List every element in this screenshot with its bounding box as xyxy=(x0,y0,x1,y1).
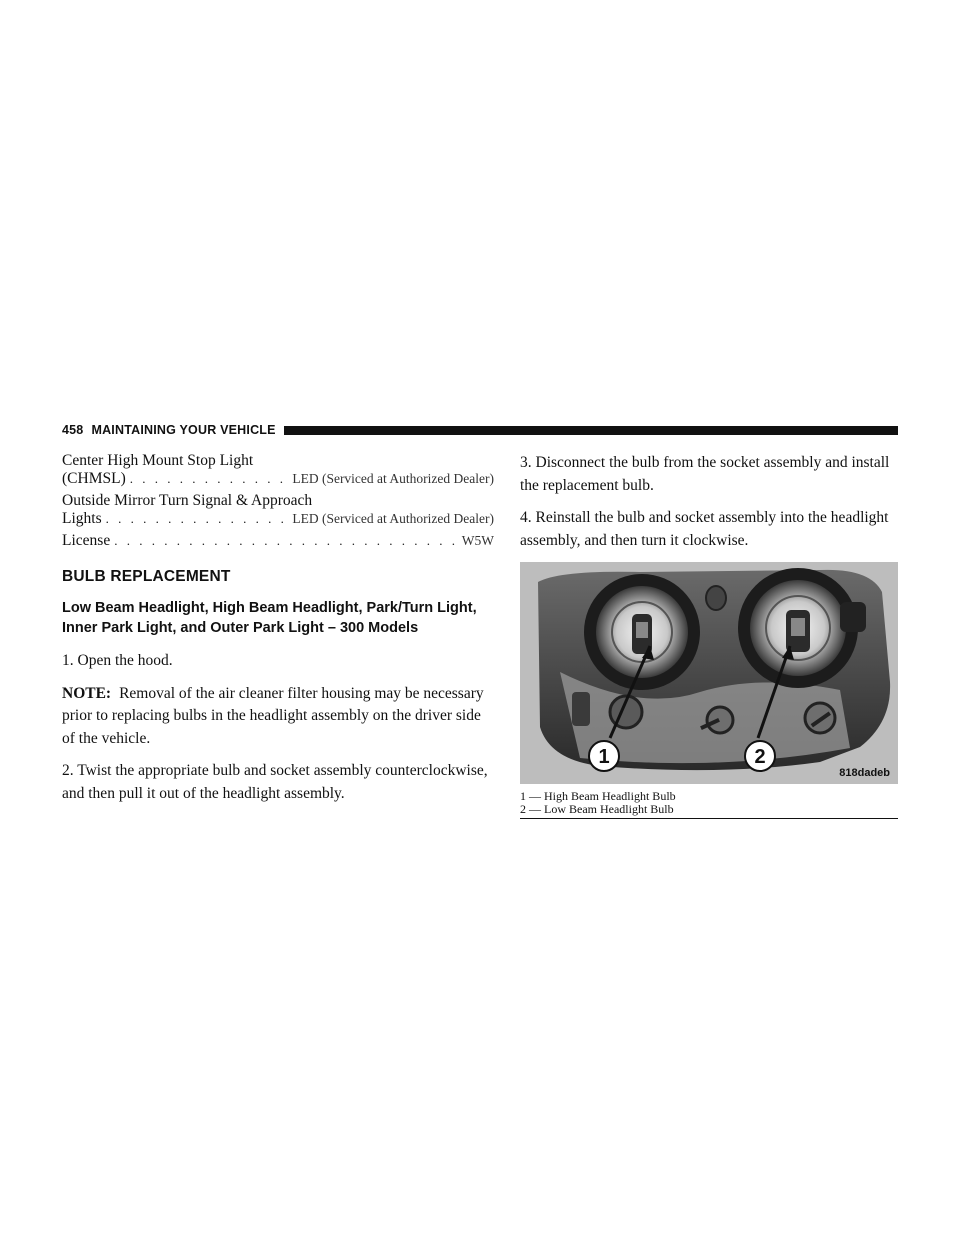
callout-1: 1 xyxy=(598,746,610,768)
step-1: 1. Open the hood. xyxy=(62,652,173,669)
caption-item-1: 1 — High Beam Headlight Bulb xyxy=(520,789,676,803)
note-label: NOTE: xyxy=(62,684,112,702)
left-column xyxy=(62,452,494,815)
header-rule xyxy=(284,426,898,435)
spec-item xyxy=(62,492,494,528)
spec-value: W5W xyxy=(461,533,494,548)
dot-leader xyxy=(102,510,293,528)
figure-caption xyxy=(520,784,898,819)
callout-2: 2 xyxy=(754,746,766,768)
step-2: 2. Twist the appropriate bulb and socket assembly counterclockwise, and then pull it out of the headlight assembly. xyxy=(62,762,488,802)
step-3: 3. Disconnect the bulb from the socket assembly and install the replacement bulb. xyxy=(520,454,890,494)
spec-item xyxy=(62,532,494,550)
spec-sublabel: (CHMSL) xyxy=(62,470,126,487)
spec-leader-row xyxy=(62,510,494,528)
spec-value: LED (Serviced at Authorized Dealer) xyxy=(292,511,494,526)
dot-leader xyxy=(110,532,462,550)
section-title: MAINTAINING YOUR VEHICLE xyxy=(91,423,276,437)
bulb-spec-list xyxy=(62,452,494,550)
right-column xyxy=(520,452,898,819)
spec-leader-row xyxy=(62,470,494,488)
page-number: 458 xyxy=(62,423,84,437)
spec-leader-row xyxy=(62,532,494,550)
bulb-replacement-heading: BULB REPLACEMENT xyxy=(62,568,231,585)
caption-item-2: 2 — Low Beam Headlight Bulb xyxy=(520,802,674,816)
headlight-figure xyxy=(520,562,898,784)
note-text: Removal of the air cleaner filter housing may be necessary prior to replacing bulbs in the headlight assembly on the driver side of the vehicle. xyxy=(62,684,484,747)
note-paragraph xyxy=(62,683,494,751)
step-4: 4. Reinstall the bulb and socket assembly into the headlight assembly, and then turn it clockwise. xyxy=(520,509,889,549)
page-header xyxy=(62,422,898,438)
spec-sublabel: Lights xyxy=(62,510,102,527)
spec-item xyxy=(62,452,494,488)
spec-sublabel: License xyxy=(62,532,111,549)
spec-value: LED (Serviced at Authorized Dealer) xyxy=(292,471,494,486)
spec-label: Center High Mount Stop Light xyxy=(62,452,254,469)
figure-code: 818dadeb xyxy=(839,767,890,779)
headlight-assembly-illustration xyxy=(520,562,898,784)
dot-leader xyxy=(126,470,293,488)
models-subheading: Low Beam Headlight, High Beam Headlight, Park/Turn Light, Inner Park Light, and Outer Park Light – 300 Models xyxy=(62,600,477,636)
spec-label: Outside Mirror Turn Signal & Approach xyxy=(62,492,313,509)
